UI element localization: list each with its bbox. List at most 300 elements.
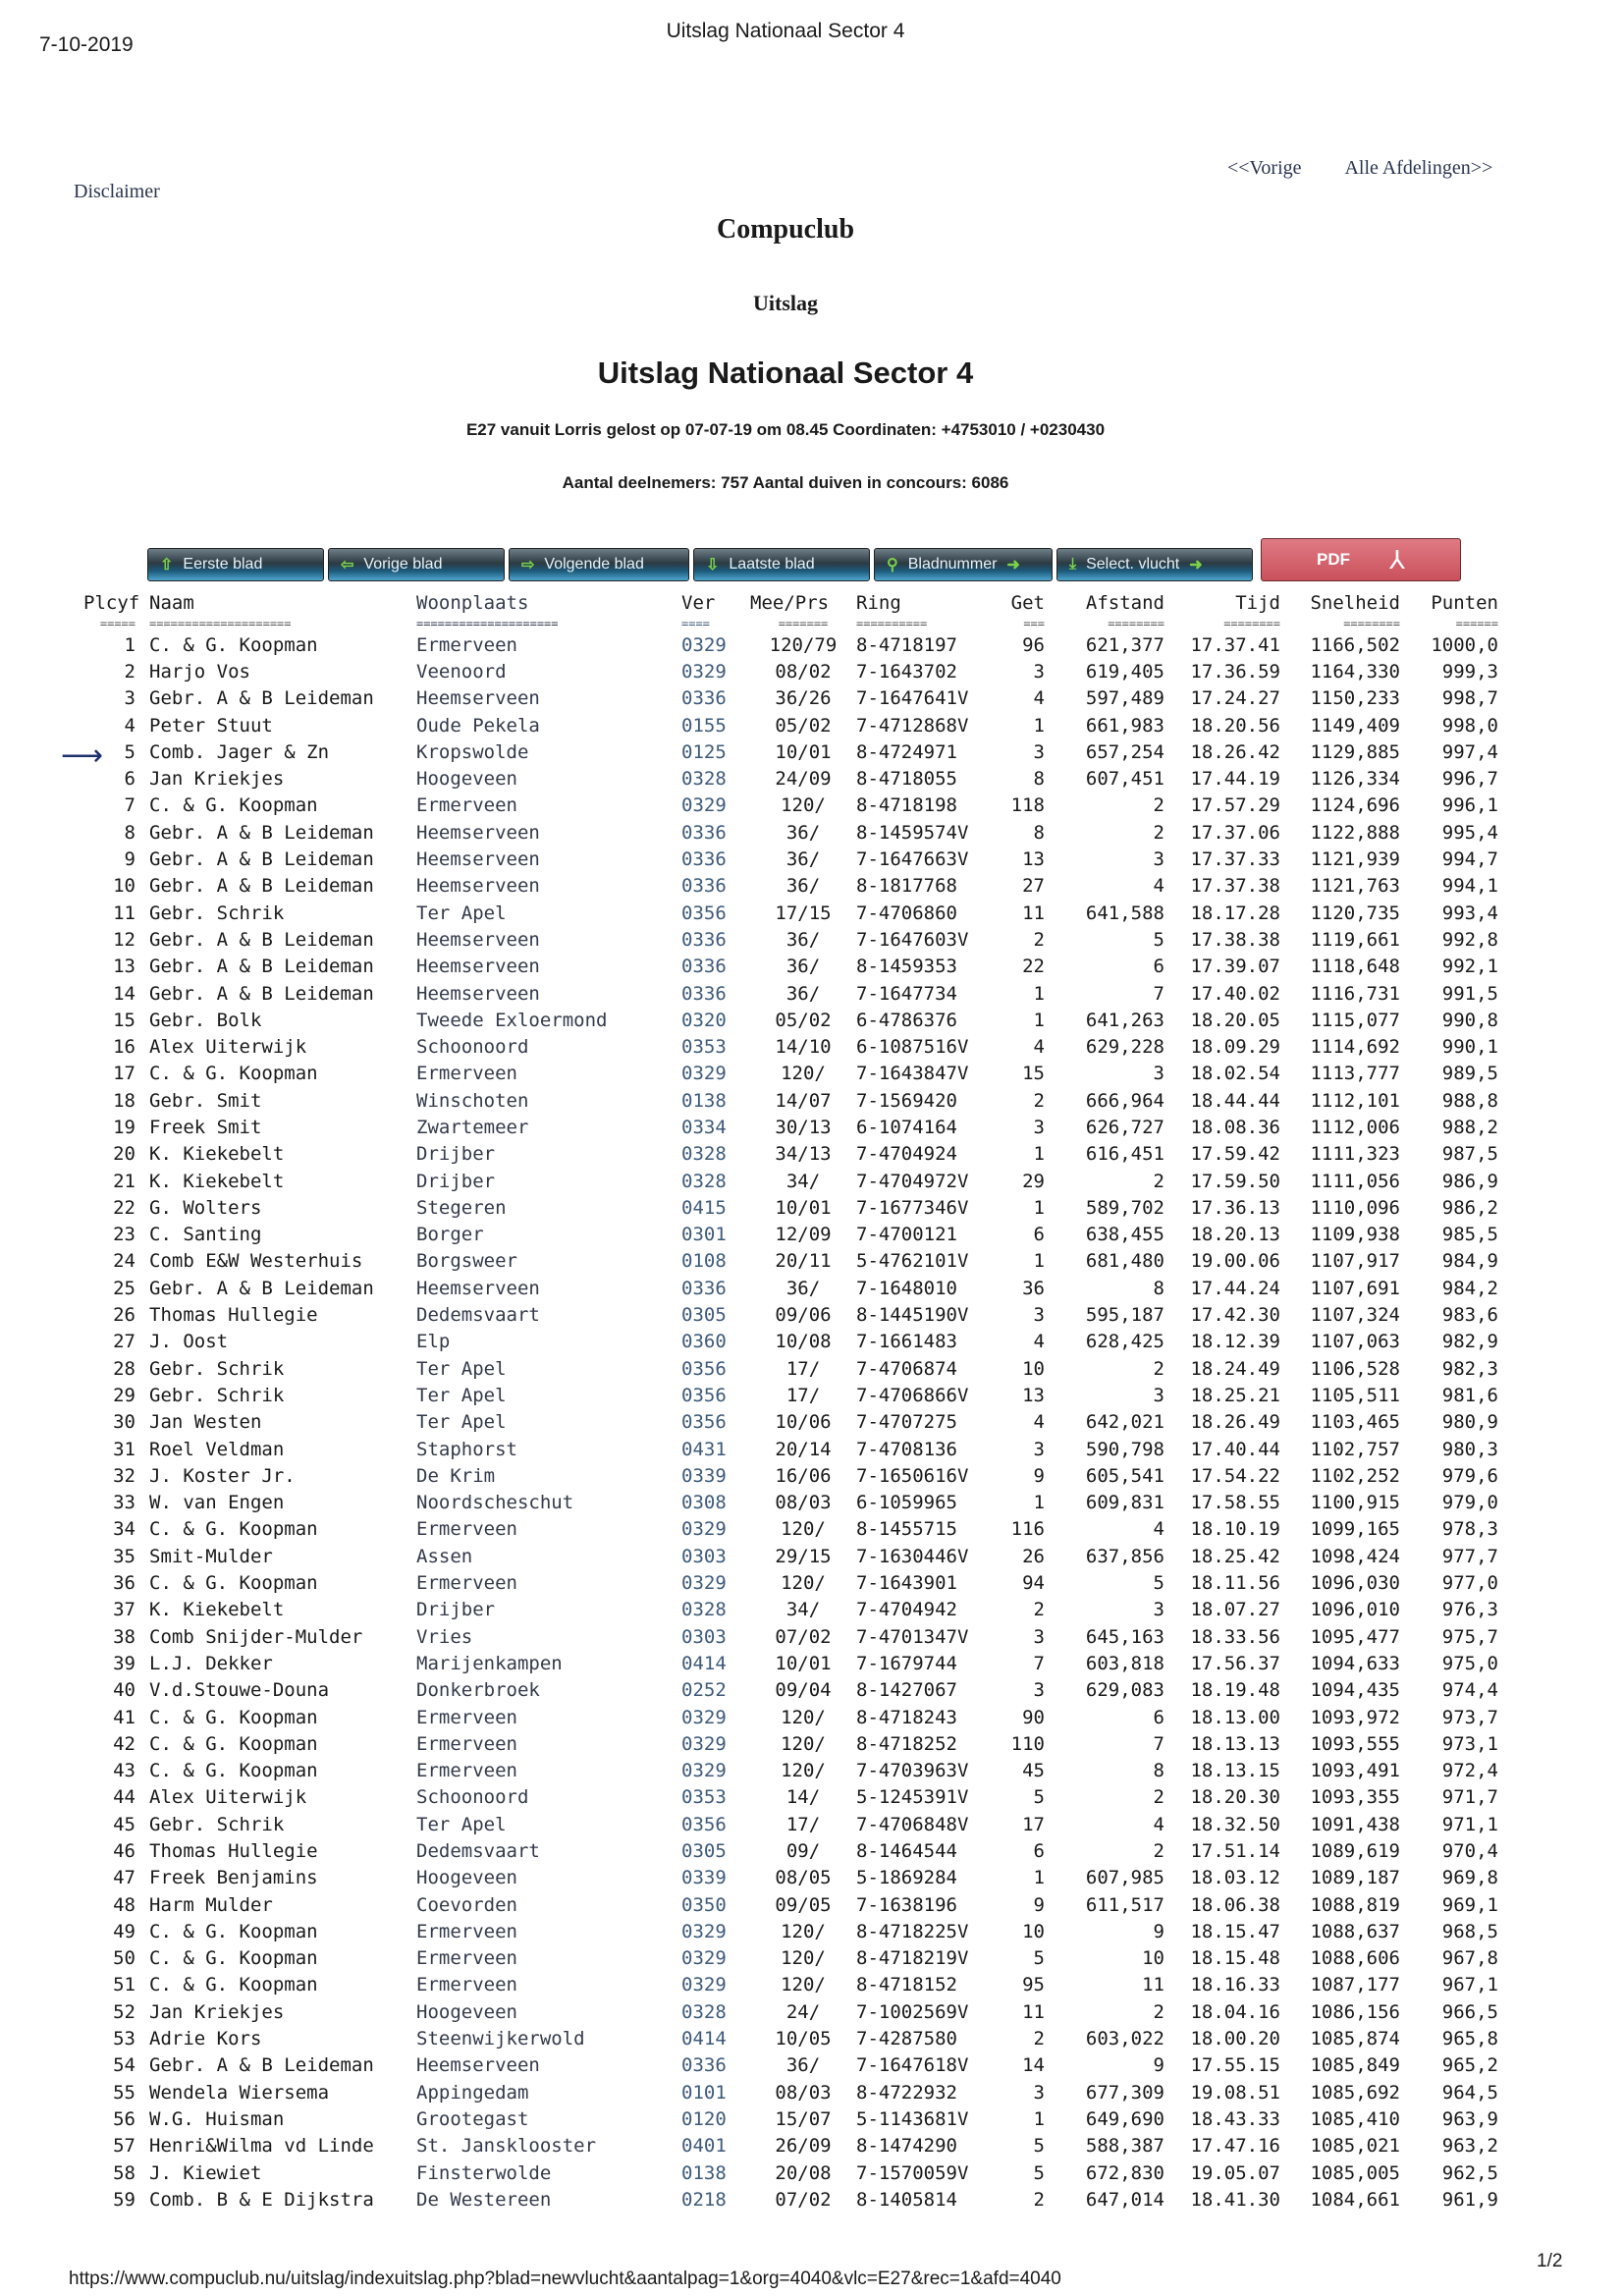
cell-placing: 6 [124, 768, 135, 791]
cell-entries: 14/07 [775, 1089, 832, 1112]
cell-time: 18.13.00 [1190, 1706, 1280, 1728]
cell-residence: Ermerveen [416, 1920, 517, 1942]
cell-ring-number: 7-4701347V [856, 1625, 969, 1648]
cell-distance: 2 [1153, 1786, 1164, 1809]
separator-points: ====== [1455, 617, 1498, 630]
cell-time: 18.15.47 [1190, 1920, 1280, 1942]
cell-points: 991,5 [1441, 982, 1498, 1005]
cell-speed: 1102,757 [1310, 1438, 1400, 1460]
cell-ring-number: 8-4718198 [856, 794, 957, 817]
cell-placing: 46 [113, 1840, 135, 1862]
cell-marked: 2 [1033, 1089, 1045, 1112]
cell-placing: 14 [113, 982, 135, 1005]
cell-marked: 6 [1033, 1224, 1045, 1246]
cell-marked: 45 [1022, 1760, 1045, 1782]
cell-placing: 37 [113, 1599, 135, 1621]
cell-name: Gebr. A & B Leideman [149, 982, 374, 1005]
cell-ring-number: 7-1661483 [856, 1331, 957, 1353]
cell-club-number: 0356 [681, 1411, 727, 1434]
last-page-button[interactable] [693, 548, 870, 581]
cell-speed: 1116,731 [1310, 982, 1400, 1005]
cell-placing: 41 [113, 1706, 135, 1728]
cell-club-number: 0305 [681, 1304, 727, 1327]
cell-placing: 11 [113, 902, 135, 924]
cell-name: Gebr. A & B Leideman [149, 928, 374, 951]
cell-entries: 05/02 [775, 1009, 832, 1031]
cell-club-number: 0414 [681, 1652, 727, 1674]
cell-points: 986,9 [1441, 1170, 1498, 1192]
cell-ring-number: 7-4708136 [856, 1438, 957, 1460]
table-row [83, 1677, 1498, 1704]
cell-distance: 2 [1153, 1357, 1164, 1380]
cell-distance: 607,985 [1085, 1867, 1164, 1889]
previous-page-button[interactable] [328, 548, 505, 581]
cell-distance: 657,254 [1085, 740, 1164, 763]
cell-club-number: 0120 [681, 2107, 727, 2130]
nav-links [1227, 157, 1532, 180]
cell-placing: 45 [113, 1813, 135, 1835]
header-distance: Afstand [1085, 591, 1164, 614]
cell-distance: 641,263 [1085, 1009, 1164, 1031]
page-number-button[interactable] [874, 548, 1053, 581]
cell-time: 17.57.29 [1190, 794, 1280, 817]
cell-placing: 19 [113, 1116, 135, 1138]
cell-distance: 2 [1153, 2000, 1164, 2023]
cell-residence: Noordscheschut [416, 1492, 574, 1514]
cell-name: Adrie Kors [149, 2028, 262, 2050]
header-residence: Woonplaats [416, 591, 529, 614]
cell-speed: 1105,511 [1310, 1384, 1400, 1406]
cell-time: 18.20.05 [1190, 1009, 1280, 1031]
cell-entries: 10/01 [775, 1652, 832, 1674]
cell-time: 17.37.33 [1190, 848, 1280, 871]
cell-points: 988,8 [1441, 1089, 1498, 1112]
cell-ring-number: 7-4704972V [856, 1170, 969, 1192]
cell-residence: Ter Apel [416, 1357, 507, 1380]
cell-placing: 48 [113, 1893, 135, 1916]
cell-club-number: 0305 [681, 1840, 727, 1862]
cell-ring-number: 5-4762101V [856, 1250, 969, 1273]
cell-marked: 4 [1033, 1411, 1045, 1434]
cell-name: Smit-Mulder [149, 1545, 273, 1567]
cell-placing: 49 [113, 1920, 135, 1942]
cell-residence: Ter Apel [416, 1411, 507, 1434]
cell-placing: 58 [113, 2161, 135, 2184]
all-departments-link[interactable]: Alle Afdelingen>> [1344, 157, 1493, 179]
cell-ring-number: 8-4722932 [856, 2081, 957, 2104]
participants-info: Aantal deelnemers: 757 Aantal duiven in concours: 6086 [562, 473, 1009, 492]
cell-placing: 39 [113, 1652, 135, 1674]
cell-residence: Drijber [416, 1170, 496, 1192]
cell-ring-number: 7-1647663V [856, 848, 969, 871]
cell-placing: 53 [113, 2028, 135, 2050]
cell-distance: 629,083 [1085, 1679, 1164, 1702]
cell-ring-number: 7-1643847V [856, 1063, 969, 1085]
cell-entries: 10/01 [775, 1196, 832, 1219]
cell-time: 18.25.21 [1190, 1384, 1280, 1406]
cell-club-number: 0328 [681, 768, 727, 791]
table-row [83, 1918, 1498, 1944]
cell-time: 18.06.38 [1190, 1893, 1280, 1916]
cell-name: Gebr. A & B Leideman [149, 2054, 374, 2077]
cell-marked: 6 [1033, 1840, 1045, 1862]
cell-distance: 595,187 [1085, 1304, 1164, 1327]
cell-club-number: 0350 [681, 1893, 727, 1916]
cell-marked: 1 [1033, 714, 1045, 737]
page-subtitle: Uitslag [753, 291, 818, 315]
cell-time: 18.44.44 [1190, 1089, 1280, 1112]
cell-marked: 9 [1033, 1464, 1045, 1487]
cell-ring-number: 6-4786376 [856, 1009, 957, 1031]
cell-points: 970,4 [1441, 1840, 1498, 1862]
table-row [83, 1730, 1498, 1757]
table-row [83, 2079, 1498, 2105]
cell-club-number: 0301 [681, 1224, 727, 1246]
cell-marked: 2 [1033, 2028, 1045, 2050]
cell-speed: 1106,528 [1310, 1357, 1400, 1380]
cell-distance: 642,021 [1085, 1411, 1164, 1434]
cell-ring-number: 7-4704942 [856, 1599, 957, 1621]
cell-residence: Borger [416, 1224, 484, 1246]
cell-marked: 3 [1033, 1116, 1045, 1138]
cell-club-number: 0329 [681, 794, 727, 817]
cell-time: 18.02.54 [1190, 1063, 1280, 1085]
cell-ring-number: 7-1677346V [856, 1196, 969, 1219]
cell-distance: 8 [1153, 1760, 1164, 1782]
cell-placing: 47 [113, 1867, 135, 1889]
cell-entries: 10/06 [775, 1411, 832, 1434]
table-row [83, 1650, 1498, 1676]
cell-distance: 616,451 [1085, 1143, 1164, 1166]
disclaimer-link[interactable]: Disclaimer [74, 181, 160, 202]
cell-entries: 34/ [785, 1599, 821, 1621]
cell-entries: 30/13 [775, 1116, 832, 1138]
up-arrow-icon: ⇧ [160, 557, 174, 574]
table-row [83, 2052, 1498, 2079]
previous-link[interactable]: <<Vorige [1227, 157, 1302, 179]
cell-entries: 120/ [781, 1947, 826, 1970]
cell-ring-number: 7-1630446V [856, 1545, 969, 1567]
cell-points: 998,7 [1441, 687, 1498, 710]
cell-placing: 51 [113, 1974, 135, 1996]
cell-placing: 57 [113, 2135, 135, 2158]
cell-name: W.G. Huisman [149, 2107, 285, 2130]
cell-placing: 28 [113, 1357, 135, 1380]
cell-distance: 3 [1153, 1599, 1164, 1621]
cell-distance: 4 [1153, 875, 1164, 898]
cell-name: Alex Uiterwijk [149, 1786, 307, 1809]
cell-points: 977,7 [1441, 1545, 1498, 1567]
table-row [83, 1275, 1498, 1301]
cell-ring-number: 7-4703963V [856, 1760, 969, 1782]
cell-marked: 1 [1033, 1196, 1045, 1219]
cell-entries: 36/ [785, 982, 821, 1005]
cell-entries: 36/ [785, 928, 821, 951]
cell-distance: 9 [1153, 2054, 1164, 2077]
cell-marked: 9 [1033, 1893, 1045, 1916]
cell-ring-number: 8-4718197 [856, 633, 957, 656]
cell-speed: 1085,005 [1310, 2161, 1400, 2184]
cell-name: L.J. Dekker [149, 1652, 273, 1674]
cell-marked: 11 [1022, 902, 1045, 924]
cell-points: 961,9 [1441, 2188, 1498, 2211]
cell-placing: 23 [113, 1224, 135, 1246]
table-row [83, 631, 1498, 658]
cell-points: 983,6 [1441, 1304, 1498, 1327]
cell-residence: Ermerveen [416, 1974, 517, 1996]
table-row [83, 2159, 1498, 2186]
cell-speed: 1085,410 [1310, 2107, 1400, 2130]
cell-points: 986,2 [1441, 1196, 1498, 1219]
cell-points: 992,8 [1441, 928, 1498, 951]
cell-marked: 5 [1033, 2161, 1045, 2184]
handwritten-arrow-annotation: ⟶ [61, 738, 104, 773]
cell-ring-number: 8-1459353 [856, 956, 957, 978]
cell-club-number: 0138 [681, 1089, 727, 1112]
cell-distance: 607,451 [1085, 768, 1164, 791]
next-page-label: Volgende blad [544, 556, 644, 573]
cell-marked: 11 [1022, 2000, 1045, 2023]
cell-club-number: 0336 [681, 821, 727, 844]
cell-marked: 36 [1022, 1277, 1045, 1299]
cell-marked: 4 [1033, 1036, 1045, 1059]
cell-distance: 2 [1153, 1840, 1164, 1862]
cell-time: 18.43.33 [1190, 2107, 1280, 2130]
cell-name: C. & G. Koopman [149, 1063, 318, 1085]
table-row [83, 1409, 1498, 1436]
cell-distance: 3 [1153, 848, 1164, 871]
cell-club-number: 0356 [681, 1813, 727, 1835]
cell-name: Wendela Wiersema [149, 2081, 330, 2104]
cell-club-number: 0329 [681, 1063, 727, 1085]
cell-marked: 14 [1022, 2054, 1045, 2077]
cell-name: G. Wolters [149, 1196, 262, 1219]
cell-points: 979,6 [1441, 1464, 1498, 1487]
cell-entries: 29/15 [775, 1545, 832, 1567]
cell-residence: Ermerveen [416, 1518, 517, 1541]
cell-time: 18.13.13 [1190, 1732, 1280, 1755]
cell-time: 18.25.42 [1190, 1545, 1280, 1567]
cell-time: 17.51.14 [1190, 1840, 1280, 1862]
cell-distance: 603,022 [1085, 2028, 1164, 2050]
cell-points: 975,7 [1441, 1625, 1498, 1648]
cell-distance: 2 [1153, 794, 1164, 817]
cell-time: 17.40.02 [1190, 982, 1280, 1005]
cell-marked: 4 [1033, 687, 1045, 710]
cell-placing: 42 [113, 1732, 135, 1755]
cell-residence: Vries [416, 1625, 473, 1648]
cell-time: 18.08.36 [1190, 1116, 1280, 1138]
cell-entries: 09/05 [775, 1893, 832, 1916]
cell-club-number: 0138 [681, 2161, 727, 2184]
cell-time: 17.42.30 [1190, 1304, 1280, 1327]
cell-entries: 36/ [785, 821, 821, 844]
cell-residence: Ter Apel [416, 1813, 507, 1835]
cell-marked: 3 [1033, 740, 1045, 763]
cell-placing: 56 [113, 2107, 135, 2130]
cell-distance: 8 [1153, 1277, 1164, 1299]
cell-name: Gebr. Smit [149, 1089, 262, 1112]
cell-residence: Drijber [416, 1599, 496, 1621]
cell-distance: 597,489 [1085, 687, 1164, 710]
cell-residence: Drijber [416, 1143, 496, 1166]
release-info: E27 vanuit Lorris gelost op 07-07-19 om 08.45 Coordinaten: +4753010 / +0230430 [465, 420, 1106, 439]
table-row [83, 846, 1498, 872]
cell-residence: Oude Pekela [416, 714, 540, 737]
cell-marked: 10 [1022, 1357, 1045, 1380]
cell-name: Harm Mulder [149, 1893, 273, 1916]
cell-ring-number: 7-4704924 [856, 1143, 957, 1166]
download-icon: ⤓ [1069, 556, 1077, 573]
header-marked: Get [1010, 591, 1045, 614]
cell-distance: 647,014 [1085, 2188, 1164, 2211]
cell-placing: 5 [124, 740, 135, 763]
cell-residence: Dedemsvaart [416, 1304, 540, 1327]
cell-entries: 08/03 [775, 1492, 832, 1514]
cell-entries: 120/ [781, 794, 826, 817]
cell-residence: Grootegast [416, 2107, 529, 2130]
cell-placing: 22 [113, 1196, 135, 1219]
cell-name: C. & G. Koopman [149, 1706, 318, 1728]
cell-entries: 36/ [785, 875, 821, 898]
cell-club-number: 0336 [681, 956, 727, 978]
cell-placing: 13 [113, 956, 135, 978]
cell-name: C. & G. Koopman [149, 1920, 318, 1942]
cell-speed: 1096,010 [1310, 1599, 1400, 1621]
cell-points: 978,3 [1441, 1518, 1498, 1541]
page-title: Uitslag Nationaal Sector 4 [597, 355, 974, 390]
header-entries: Mee/Prs [750, 591, 830, 614]
cell-time: 17.59.42 [1190, 1143, 1280, 1166]
cell-residence: Ermerveen [416, 1572, 517, 1595]
pdf-button[interactable] [1261, 538, 1461, 581]
cell-entries: 120/ [781, 1572, 826, 1595]
table-row [83, 1757, 1498, 1783]
cell-entries: 08/02 [775, 660, 832, 683]
table-row [83, 1462, 1498, 1489]
first-page-button[interactable] [147, 548, 324, 581]
cell-entries: 08/03 [775, 2081, 832, 2104]
cell-speed: 1111,056 [1310, 1170, 1400, 1192]
table-row [83, 926, 1498, 953]
cell-placing: 20 [113, 1143, 135, 1166]
cell-ring-number: 7-4706848V [856, 1813, 969, 1835]
cell-entries: 120/ [781, 1974, 826, 1996]
table-row [83, 1355, 1498, 1382]
table-row [83, 1168, 1498, 1194]
page-number-label: Bladnummer [907, 556, 998, 573]
cell-placing: 2 [124, 660, 135, 683]
cell-ring-number: 8-4718219V [856, 1947, 969, 1970]
table-separator-row [83, 616, 1498, 631]
cell-points: 972,4 [1441, 1760, 1498, 1782]
cell-marked: 8 [1033, 768, 1045, 791]
table-row [83, 1222, 1498, 1248]
cell-speed: 1115,077 [1310, 1009, 1400, 1031]
header-club-number: Ver [681, 591, 716, 614]
cell-name: Gebr. Schrik [149, 1813, 285, 1835]
cell-club-number: 0431 [681, 1438, 727, 1460]
table-row [83, 738, 1498, 765]
cell-time: 18.20.13 [1190, 1224, 1280, 1246]
down-arrow-icon: ⇩ [706, 557, 720, 574]
cell-distance: 681,480 [1085, 1250, 1164, 1273]
cell-name: Thomas Hullegie [149, 1304, 318, 1327]
cell-points: 973,7 [1441, 1706, 1498, 1728]
cell-time: 17.37.38 [1190, 875, 1280, 898]
table-row [83, 2186, 1498, 2213]
table-row [83, 1248, 1498, 1275]
cell-points: 969,1 [1441, 1893, 1498, 1916]
cell-name: C. & G. Koopman [149, 1974, 318, 1996]
header-time: Tijd [1235, 591, 1280, 614]
cell-points: 965,8 [1441, 2028, 1498, 2050]
cell-ring-number: 7-1643901 [856, 1572, 957, 1595]
cell-entries: 09/04 [775, 1679, 832, 1702]
select-flight-label: Select. vlucht [1086, 556, 1180, 573]
footer-url: https://www.compuclub.nu/uitslag/indexuitslag.php?blad=newvlucht&aantalpag=1&org=4040&vlc=E27&rec=1&afd=4040 [69, 2269, 1061, 2289]
next-page-button[interactable] [509, 548, 689, 581]
cell-points: 996,7 [1441, 768, 1498, 791]
cell-time: 17.56.37 [1190, 1652, 1280, 1674]
cell-ring-number: 6-1074164 [856, 1116, 957, 1138]
cell-distance: 10 [1142, 1947, 1164, 1970]
cell-time: 17.44.19 [1190, 768, 1280, 791]
cell-speed: 1107,324 [1310, 1304, 1400, 1327]
cell-time: 18.07.27 [1190, 1599, 1280, 1621]
cell-residence: Zwartemeer [416, 1116, 529, 1138]
cell-residence: Heemserveen [416, 956, 540, 978]
cell-residence: Heemserveen [416, 848, 540, 871]
cell-name: Jan Kriekjes [149, 2000, 285, 2023]
select-flight-button[interactable] [1056, 548, 1253, 581]
cell-marked: 1 [1033, 2107, 1045, 2130]
cell-ring-number: 7-1648010 [856, 1277, 957, 1299]
cell-name: Comb. Jager & Zn [149, 740, 330, 763]
cell-marked: 27 [1022, 875, 1045, 898]
cell-distance: 588,387 [1085, 2135, 1164, 2158]
cell-points: 993,4 [1441, 902, 1498, 924]
cell-marked: 10 [1022, 1920, 1045, 1942]
cell-distance: 2 [1153, 821, 1164, 844]
cell-time: 19.08.51 [1190, 2081, 1280, 2104]
cell-marked: 3 [1033, 1304, 1045, 1327]
cell-placing: 29 [113, 1384, 135, 1406]
cell-points: 990,8 [1441, 1009, 1498, 1031]
cell-marked: 4 [1033, 1331, 1045, 1353]
cell-club-number: 0360 [681, 1331, 727, 1353]
cell-distance: 609,831 [1085, 1492, 1164, 1514]
cell-placing: 9 [124, 848, 135, 871]
cell-entries: 36/ [785, 848, 821, 871]
cell-placing: 24 [113, 1250, 135, 1273]
cell-club-number: 0401 [681, 2135, 727, 2158]
cell-marked: 29 [1022, 1170, 1045, 1192]
cell-entries: 07/02 [775, 2188, 832, 2211]
cell-club-number: 0329 [681, 1947, 727, 1970]
cell-name: Gebr. Schrik [149, 902, 285, 924]
table-row [83, 765, 1498, 792]
cell-entries: 16/06 [775, 1464, 832, 1487]
cell-time: 17.24.27 [1190, 687, 1280, 710]
cell-ring-number: 7-1643702 [856, 660, 957, 683]
cell-placing: 17 [113, 1063, 135, 1085]
cell-name: Comb E&W Westerhuis [149, 1250, 363, 1273]
separator-placing: ===== [99, 617, 135, 630]
cell-entries: 120/79 [769, 633, 838, 656]
cell-entries: 120/ [781, 1732, 826, 1755]
cell-residence: Elp [416, 1331, 451, 1353]
